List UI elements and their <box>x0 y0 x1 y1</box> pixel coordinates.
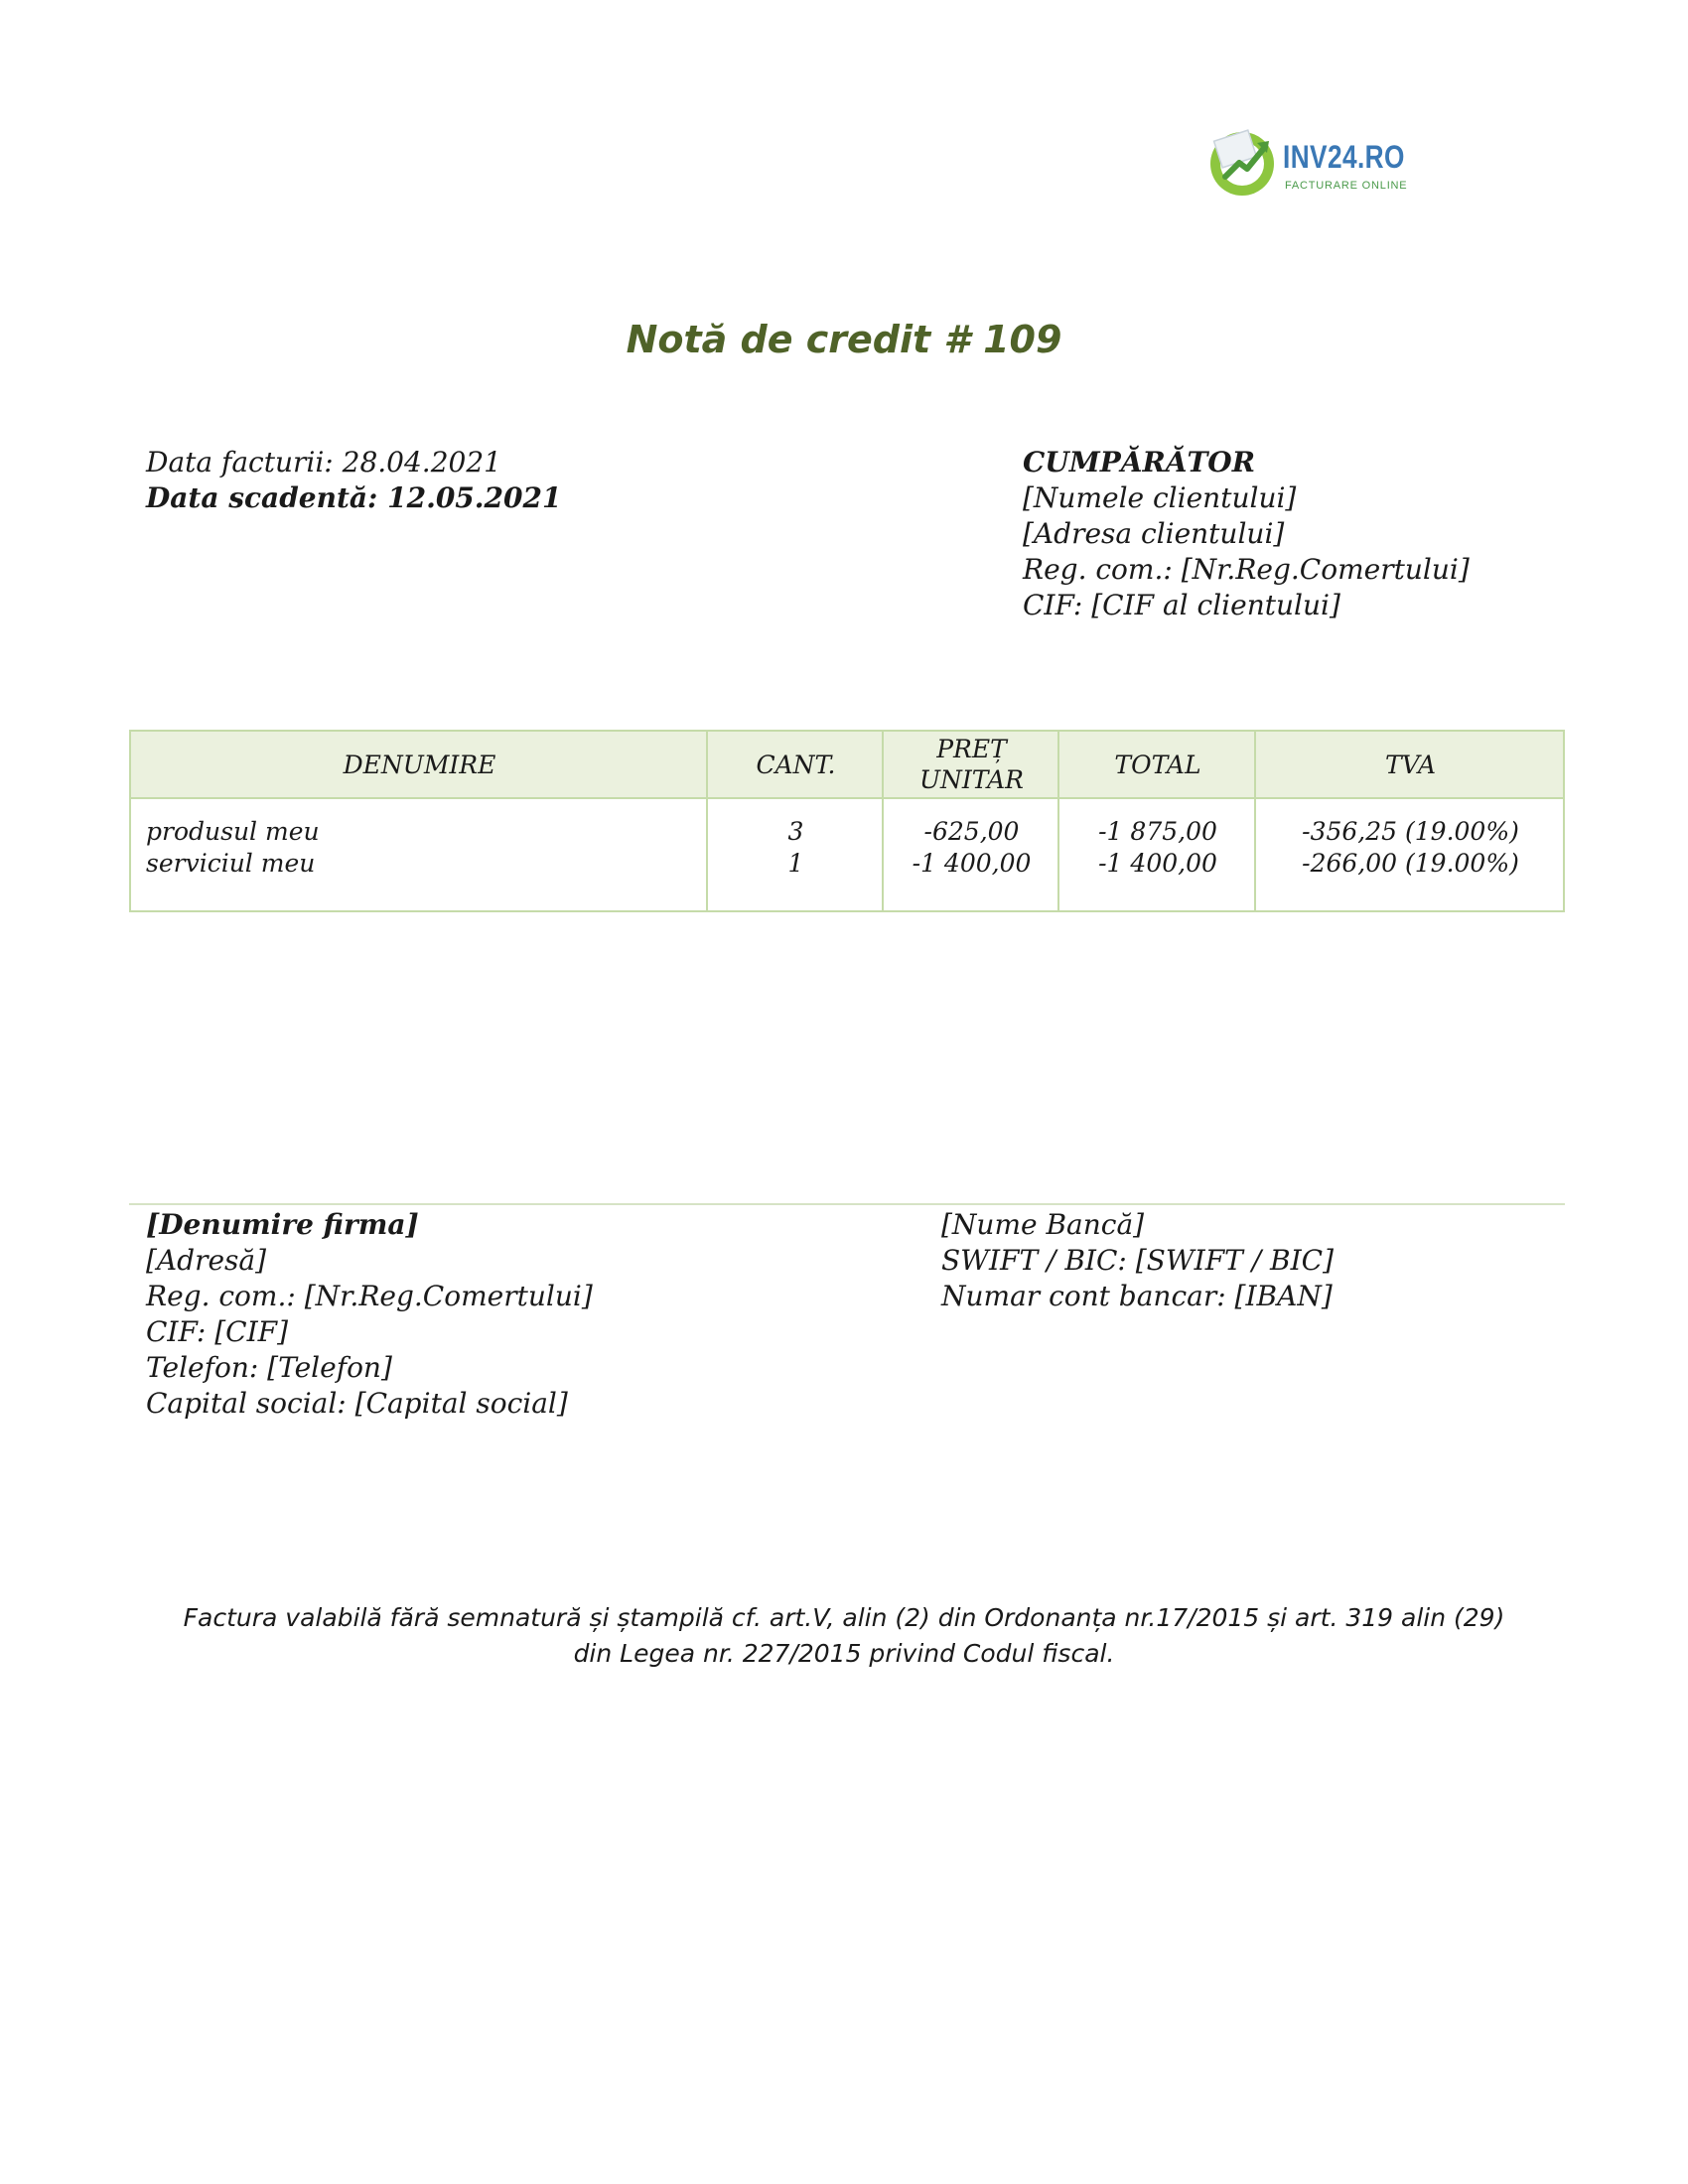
header-unitar: UNITAR <box>918 765 1024 794</box>
row1-vat: -356,25 (19.00%) <box>1302 817 1519 846</box>
footer-divider <box>129 1203 1565 1205</box>
buyer-heading: CUMPĂRĂTOR <box>1023 446 1255 478</box>
buyer-address: [Adresa clientului] <box>1023 517 1285 550</box>
row2-price: -1 400,00 <box>912 849 1032 878</box>
header-tva: TVA <box>1384 750 1437 779</box>
row2-name: serviciul meu <box>146 849 316 878</box>
seller-block <box>146 1207 593 1422</box>
seller-phone: Telefon: [Telefon] <box>146 1351 392 1384</box>
buyer-block <box>1023 445 1470 623</box>
seller-cif: CIF: [CIF] <box>146 1315 289 1348</box>
row1-name: produsul meu <box>146 817 320 846</box>
logo-wordmark: INV24.RO <box>1283 139 1405 175</box>
dates-block <box>146 445 561 516</box>
bank-swift: SWIFT / BIC: [SWIFT / BIC] <box>941 1244 1335 1277</box>
seller-address: [Adresă] <box>146 1244 267 1277</box>
legal-note-line1: Factura valabilă fără semnatură și ștampilă cf. art.V, alin (2) din Ordonanța nr.17/2015 și art. 319 alin (29) <box>183 1603 1505 1632</box>
row1-price: -625,00 <box>923 817 1020 846</box>
seller-name: [Denumire firma] <box>146 1208 419 1241</box>
header-denumire: DENUMIRE <box>343 750 496 779</box>
seller-capital: Capital social: [Capital social] <box>146 1387 568 1420</box>
items-table <box>129 730 1565 912</box>
row1-total: -1 875,00 <box>1098 817 1217 846</box>
document-title: Notă de credit # 109 <box>626 318 1062 361</box>
legal-note <box>0 1600 1688 1672</box>
header-pret: PREȚ <box>936 735 1007 763</box>
buyer-reg: Reg. com.: [Nr.Reg.Comertului] <box>1023 553 1470 586</box>
header-cant: CANT. <box>756 750 836 779</box>
bank-name: [Nume Bancă] <box>941 1208 1145 1241</box>
header-total: TOTAL <box>1114 750 1201 779</box>
logo-tagline: FACTURARE ONLINE <box>1285 180 1408 192</box>
row2-total: -1 400,00 <box>1098 849 1217 878</box>
due-date: Data scadentă: 12.05.2021 <box>146 481 562 514</box>
buyer-cif: CIF: [CIF al clientului] <box>1023 589 1340 621</box>
bank-account: Numar cont bancar: [IBAN] <box>941 1280 1333 1312</box>
legal-note-line2: din Legea nr. 227/2015 privind Codul fiscal. <box>573 1639 1115 1668</box>
header-pret-unitar <box>884 732 1059 797</box>
invoice-date: Data facturii: 28.04.2021 <box>146 446 501 478</box>
row2-vat: -266,00 (19.00%) <box>1302 849 1519 878</box>
seller-reg: Reg. com.: [Nr.Reg.Comertului] <box>146 1280 593 1312</box>
row2-qty: 1 <box>787 849 804 878</box>
buyer-name: [Numele clientului] <box>1023 481 1297 514</box>
row1-qty: 3 <box>787 817 804 846</box>
bank-block <box>941 1207 1334 1314</box>
